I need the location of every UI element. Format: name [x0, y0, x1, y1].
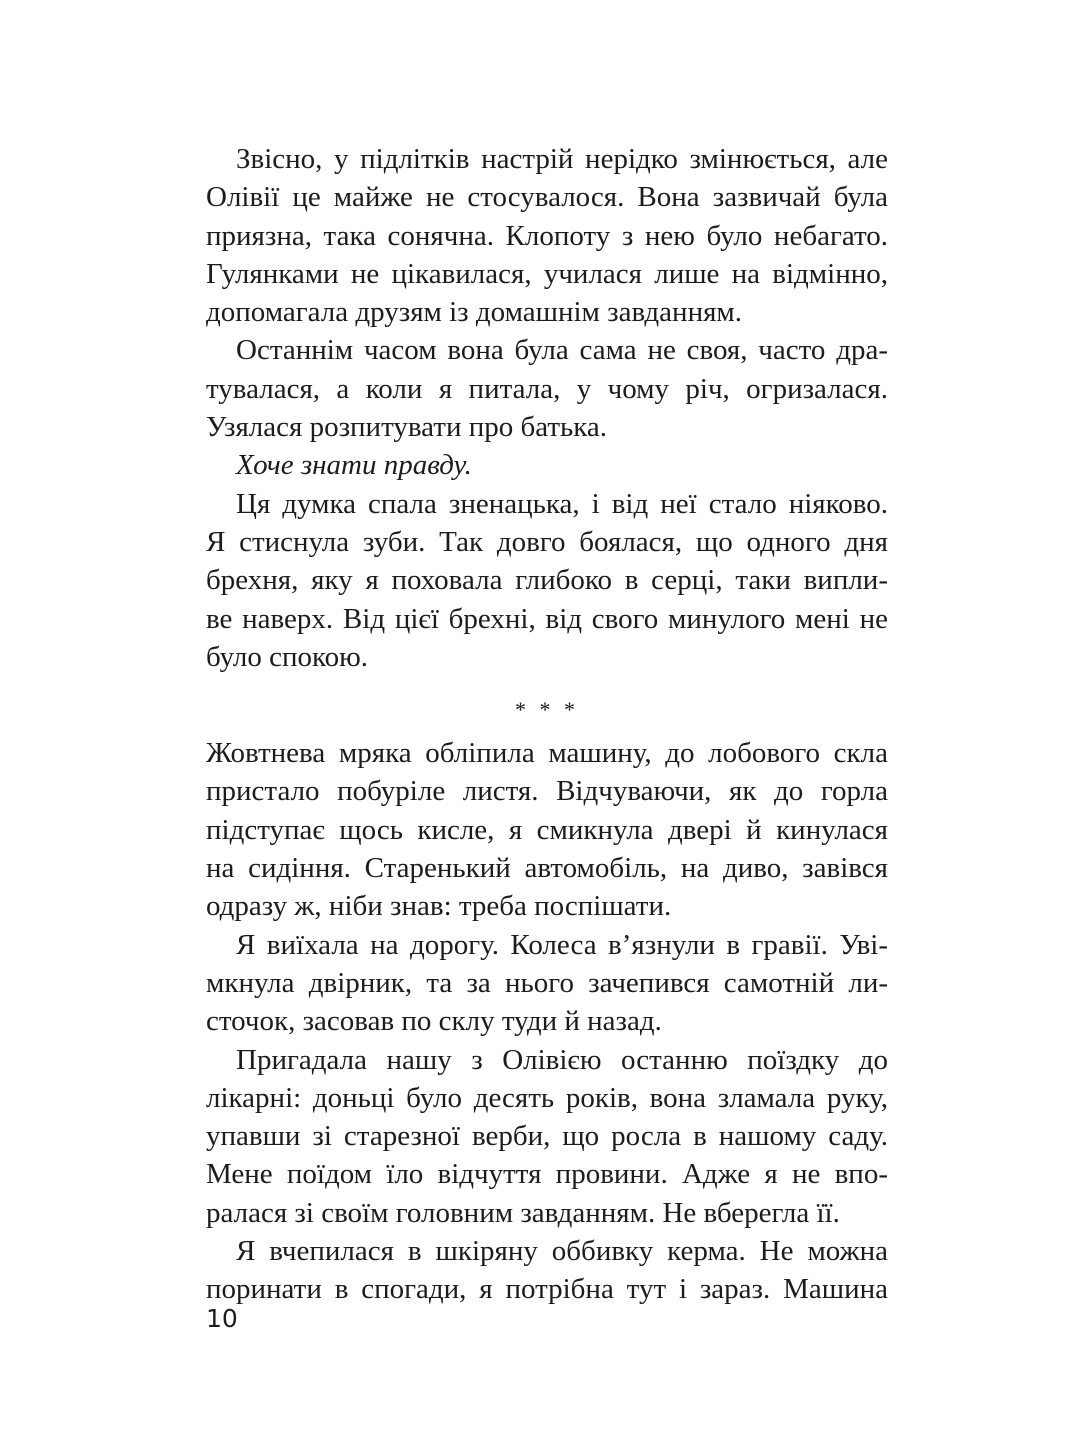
text-line: допомагала друзям із домашнім завданням.: [206, 296, 743, 329]
text-line: брехня, яку я поховала глибоко в серці, таки випли-: [206, 564, 888, 597]
text-line: сточок, засовав по склу туди й назад.: [206, 1005, 662, 1038]
page-number: 10: [206, 1304, 238, 1333]
text-line: лікарні: доньці було десять років, вона зламала руку,: [206, 1081, 888, 1114]
text-line: Пригадала нашу з Олівією останню поїздку до: [236, 1043, 888, 1076]
text-line: мкнула двірник, та за нього зачепився самотній ли-: [206, 966, 888, 999]
text-line: одразу ж, ніби знав: треба поспішати.: [206, 890, 672, 923]
text-line: приязна, така сонячна. Клопоту з нею було небагато.: [206, 219, 888, 252]
text-line: Жовтнева мряка обліпила машину, до лобового скла: [206, 737, 888, 770]
text-line: тувалася, а коли я питала, у чому річ, огризалася.: [206, 372, 888, 405]
text-line: ралася зі своїм головним завданням. Не вберегла її.: [206, 1196, 840, 1229]
text-line: поринати в спогади, я потрібна тут і зараз. Машина: [206, 1273, 888, 1306]
text-line: на сидіння. Старенький автомобіль, на диво, завівся: [206, 852, 888, 885]
text-line: підступає щось кисле, я смикнула двері й кинулася: [206, 813, 888, 846]
text-line: Я виїхала на дорогу. Колеса в’язнули в гравії. Уві-: [236, 928, 888, 961]
text-line: було спокою.: [206, 640, 369, 673]
text-line: Звісно, у підлітків настрій нерідко змінюється, але: [236, 143, 888, 175]
text-line: Гулянками не цікавилася, училася лише на відмінно,: [206, 257, 888, 290]
italic-thought-line: Хоче знати правду.: [236, 449, 472, 482]
text-line: Олівії це майже не стосувалося. Вона зазвичай була: [206, 181, 888, 214]
section-separator: * * *: [515, 697, 579, 723]
text-line: пристало побуріле листя. Відчуваючи, як до горла: [206, 775, 888, 808]
body-text: [206, 140, 888, 1309]
text-line: ве наверх. Від цієї брехні, від свого минулого мені не: [206, 602, 888, 635]
text-line: Узялася розпитувати про батька.: [206, 411, 608, 444]
text-line: Я вчепилася в шкіряну оббивку керма. Не можна: [236, 1235, 888, 1268]
text-line: Мене поїдом їло відчуття провини. Адже я не впо-: [206, 1158, 888, 1191]
text-line: Останнім часом вона була сама не своя, часто дра-: [236, 334, 888, 367]
text-line: Я стиснула зуби. Так довго боялася, що одного дня: [206, 525, 888, 558]
text-line: Ця думка спала зненацька, і від неї стало ніяково.: [236, 487, 888, 520]
text-line: упавши зі старезної верби, що росла в нашому саду.: [206, 1120, 888, 1153]
